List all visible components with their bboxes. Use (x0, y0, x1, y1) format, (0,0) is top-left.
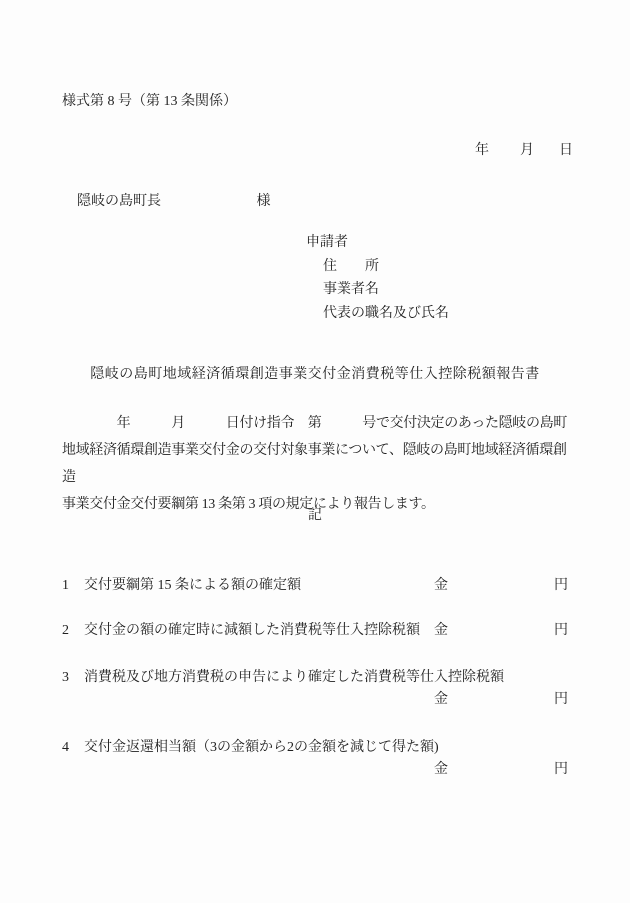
item-3-amount-row (62, 690, 568, 710)
applicant-address-label: 住 所 (323, 258, 379, 274)
paragraph-line-2: 地域経済循環創造事業交付金の交付対象事業について、隠岐の島町地域経済循環創造 (62, 443, 567, 485)
item-4-row (62, 738, 568, 758)
item-4-amount-prefix: 金 (434, 762, 448, 777)
item-2-row (62, 621, 568, 641)
applicant-block (306, 231, 449, 325)
addressee-honorific: 様 (256, 194, 271, 209)
item-1-label: 交付要綱第 15 条による額の確定額 (84, 578, 301, 593)
addressee-name: 隠岐の島町長 (77, 194, 161, 209)
date-line (475, 141, 573, 161)
item-4-amount-suffix: 円 (554, 762, 568, 777)
form-number: 様式第 8 号（第 13 条関係） (62, 94, 237, 109)
item-2-number: 2 (62, 623, 69, 638)
item-1-amount-suffix: 円 (554, 578, 568, 593)
applicant-business-name-label: 事業者名 (323, 282, 379, 297)
item-4-number: 4 (62, 740, 69, 755)
item-2-amount-suffix: 円 (554, 623, 568, 638)
item-1-row (62, 576, 568, 596)
body-paragraph (62, 410, 572, 518)
paragraph-line-1: 年 月 日付け指令 第 号で交付決定のあった隠岐の島町 (62, 416, 567, 431)
item-3-row (62, 668, 568, 688)
item-3-amount-suffix: 円 (554, 692, 568, 707)
day-label: 日 (559, 143, 573, 158)
item-3-label: 消費税及び地方消費税の申告により確定した消費税等仕入控除税額 (84, 670, 504, 685)
item-1-number: 1 (62, 578, 69, 593)
item-3-amount-prefix: 金 (434, 692, 448, 707)
month-label: 月 (520, 143, 534, 158)
addressee-line (77, 192, 271, 212)
year-label: 年 (475, 143, 489, 158)
document-title: 隠岐の島町地域経済循環創造事業交付金消費税等仕入控除税額報告書 (90, 367, 540, 382)
applicant-representative-label: 代表の職名及び氏名 (323, 305, 449, 321)
applicant-heading: 申請者 (306, 235, 348, 250)
ki-marker: 記 (308, 508, 322, 523)
item-4-amount-row (62, 760, 568, 780)
item-3-number: 3 (62, 670, 69, 685)
item-1-amount-prefix: 金 (434, 578, 448, 593)
paragraph-line-3: 事業交付金交付要綱第 13 条第 3 項の規定により報告します。 (62, 497, 435, 512)
item-2-amount-prefix: 金 (434, 623, 448, 638)
item-2-label: 交付金の額の確定時に減額した消費税等仕入控除税額 (84, 623, 420, 638)
item-4-label: 交付金返還相当額（3の金額から2の金額を減じて得た額) (84, 740, 439, 755)
